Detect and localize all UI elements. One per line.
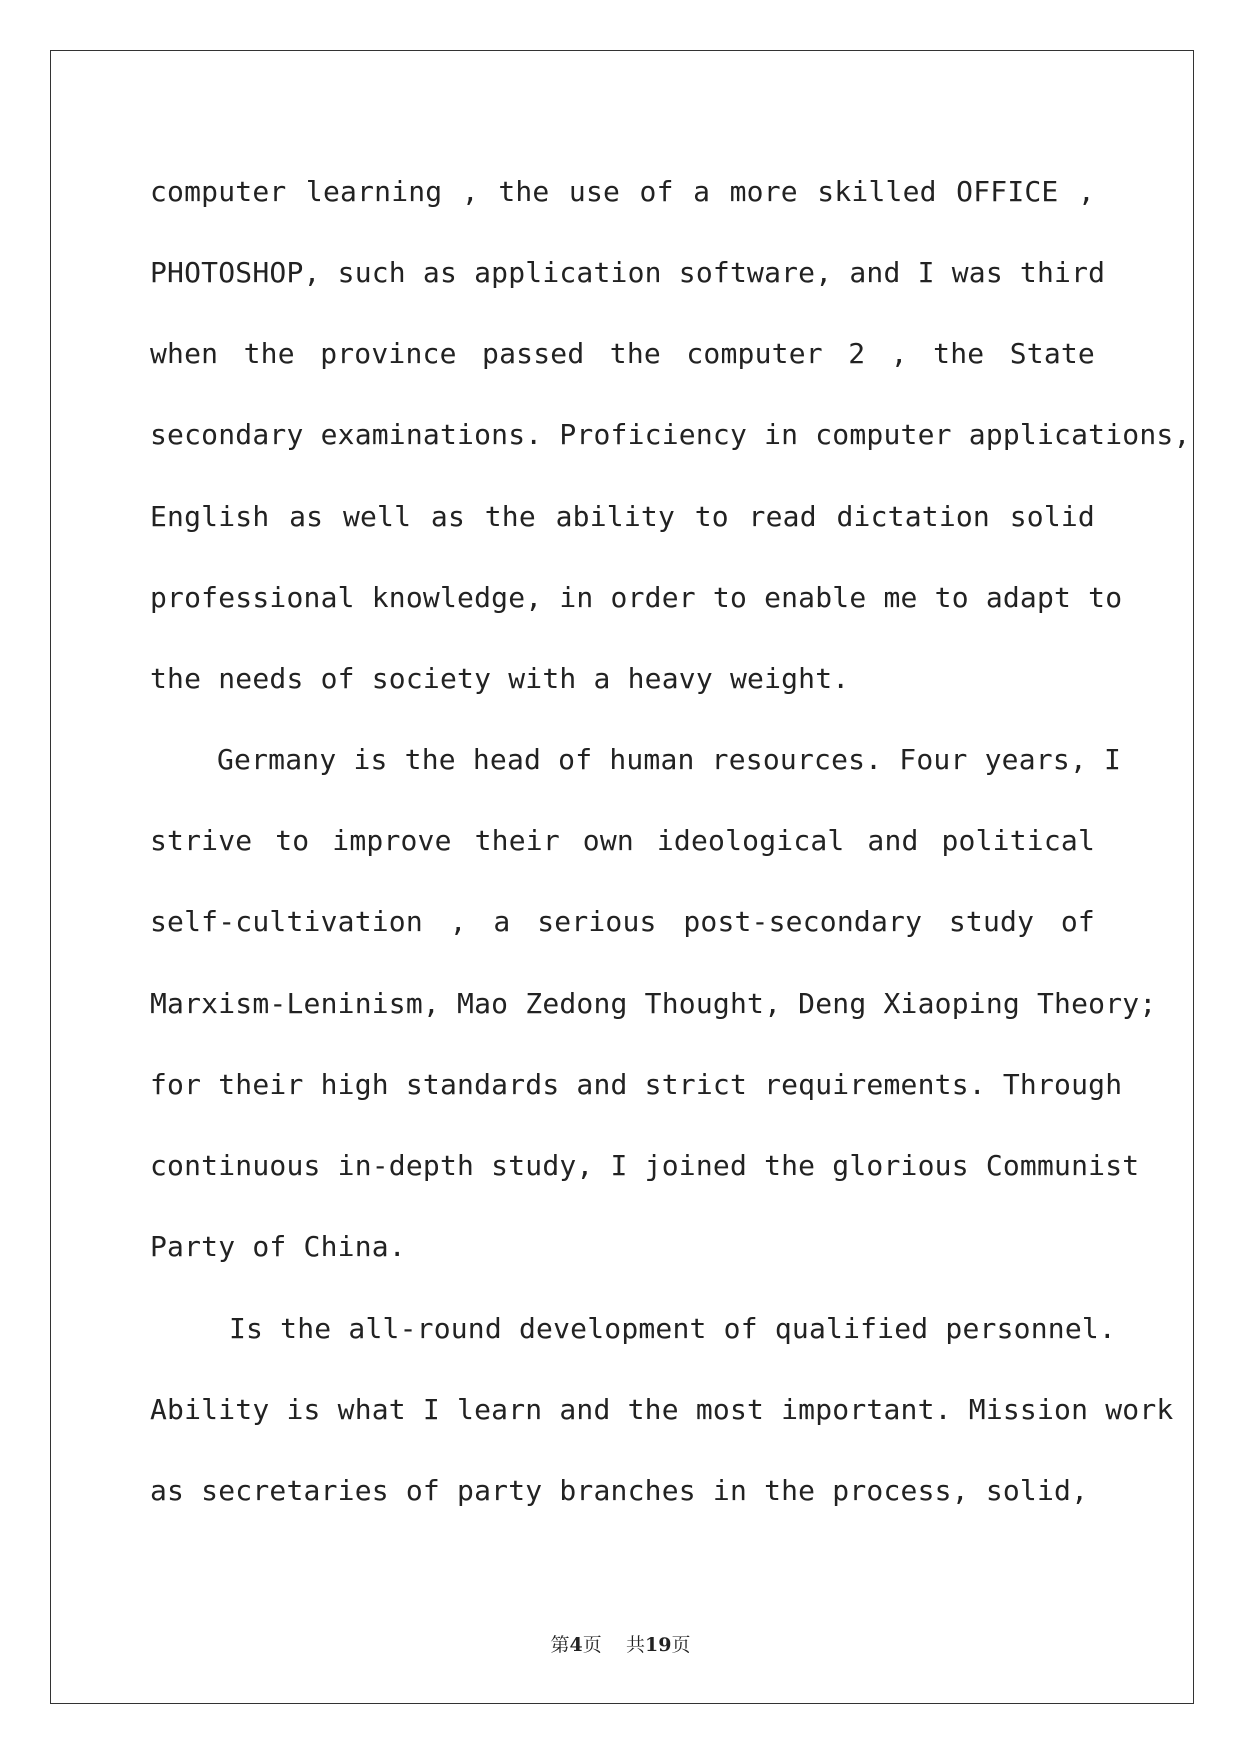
body-text-line: PHOTOSHOP, such as application software, and I was third bbox=[150, 256, 1106, 289]
body-text-line: strive to improve their own ideological and political bbox=[150, 824, 1095, 857]
body-text-line: secondary examinations. Proficiency in computer applications, bbox=[150, 418, 1191, 451]
body-text-line: computer learning , the use of a more skilled OFFICE , bbox=[150, 175, 1095, 208]
total-page-count: 19 bbox=[644, 1634, 672, 1656]
footer-total-prefix: 共 bbox=[625, 1634, 645, 1656]
body-text-line: when the province passed the computer 2 , the State bbox=[150, 337, 1095, 370]
page-border bbox=[50, 50, 1194, 1704]
footer-prefix: 第 bbox=[550, 1634, 570, 1656]
body-text-line: Ability is what I learn and the most important. Mission work bbox=[150, 1393, 1174, 1426]
page-footer bbox=[0, 1630, 1241, 1657]
body-text-line: as secretaries of party branches in the process, solid, bbox=[150, 1474, 1089, 1507]
body-text-line: professional knowledge, in order to enable me to adapt to bbox=[150, 581, 1123, 614]
footer-page-suffix: 页 bbox=[582, 1634, 602, 1656]
body-text-line: the needs of society with a heavy weight. bbox=[150, 662, 850, 695]
paragraph-first-line: Is the all-round development of qualified personnel. bbox=[229, 1312, 1116, 1345]
body-text-line: self-cultivation , a serious post-secondary study of bbox=[150, 905, 1095, 938]
paragraph-first-line: Germany is the head of human resources. Four years, I bbox=[217, 743, 1122, 776]
footer-total-suffix: 页 bbox=[671, 1634, 691, 1656]
body-text-line: English as well as the ability to read dictation solid bbox=[150, 500, 1095, 533]
body-text-line: Marxism-Leninism, Mao Zedong Thought, Deng Xiaoping Theory; bbox=[150, 987, 1157, 1020]
body-text-line: Party of China. bbox=[150, 1230, 406, 1263]
current-page-number: 4 bbox=[569, 1634, 583, 1656]
body-text-line: for their high standards and strict requirements. Through bbox=[150, 1068, 1123, 1101]
body-text-line: continuous in-depth study, I joined the glorious Communist bbox=[150, 1149, 1140, 1182]
